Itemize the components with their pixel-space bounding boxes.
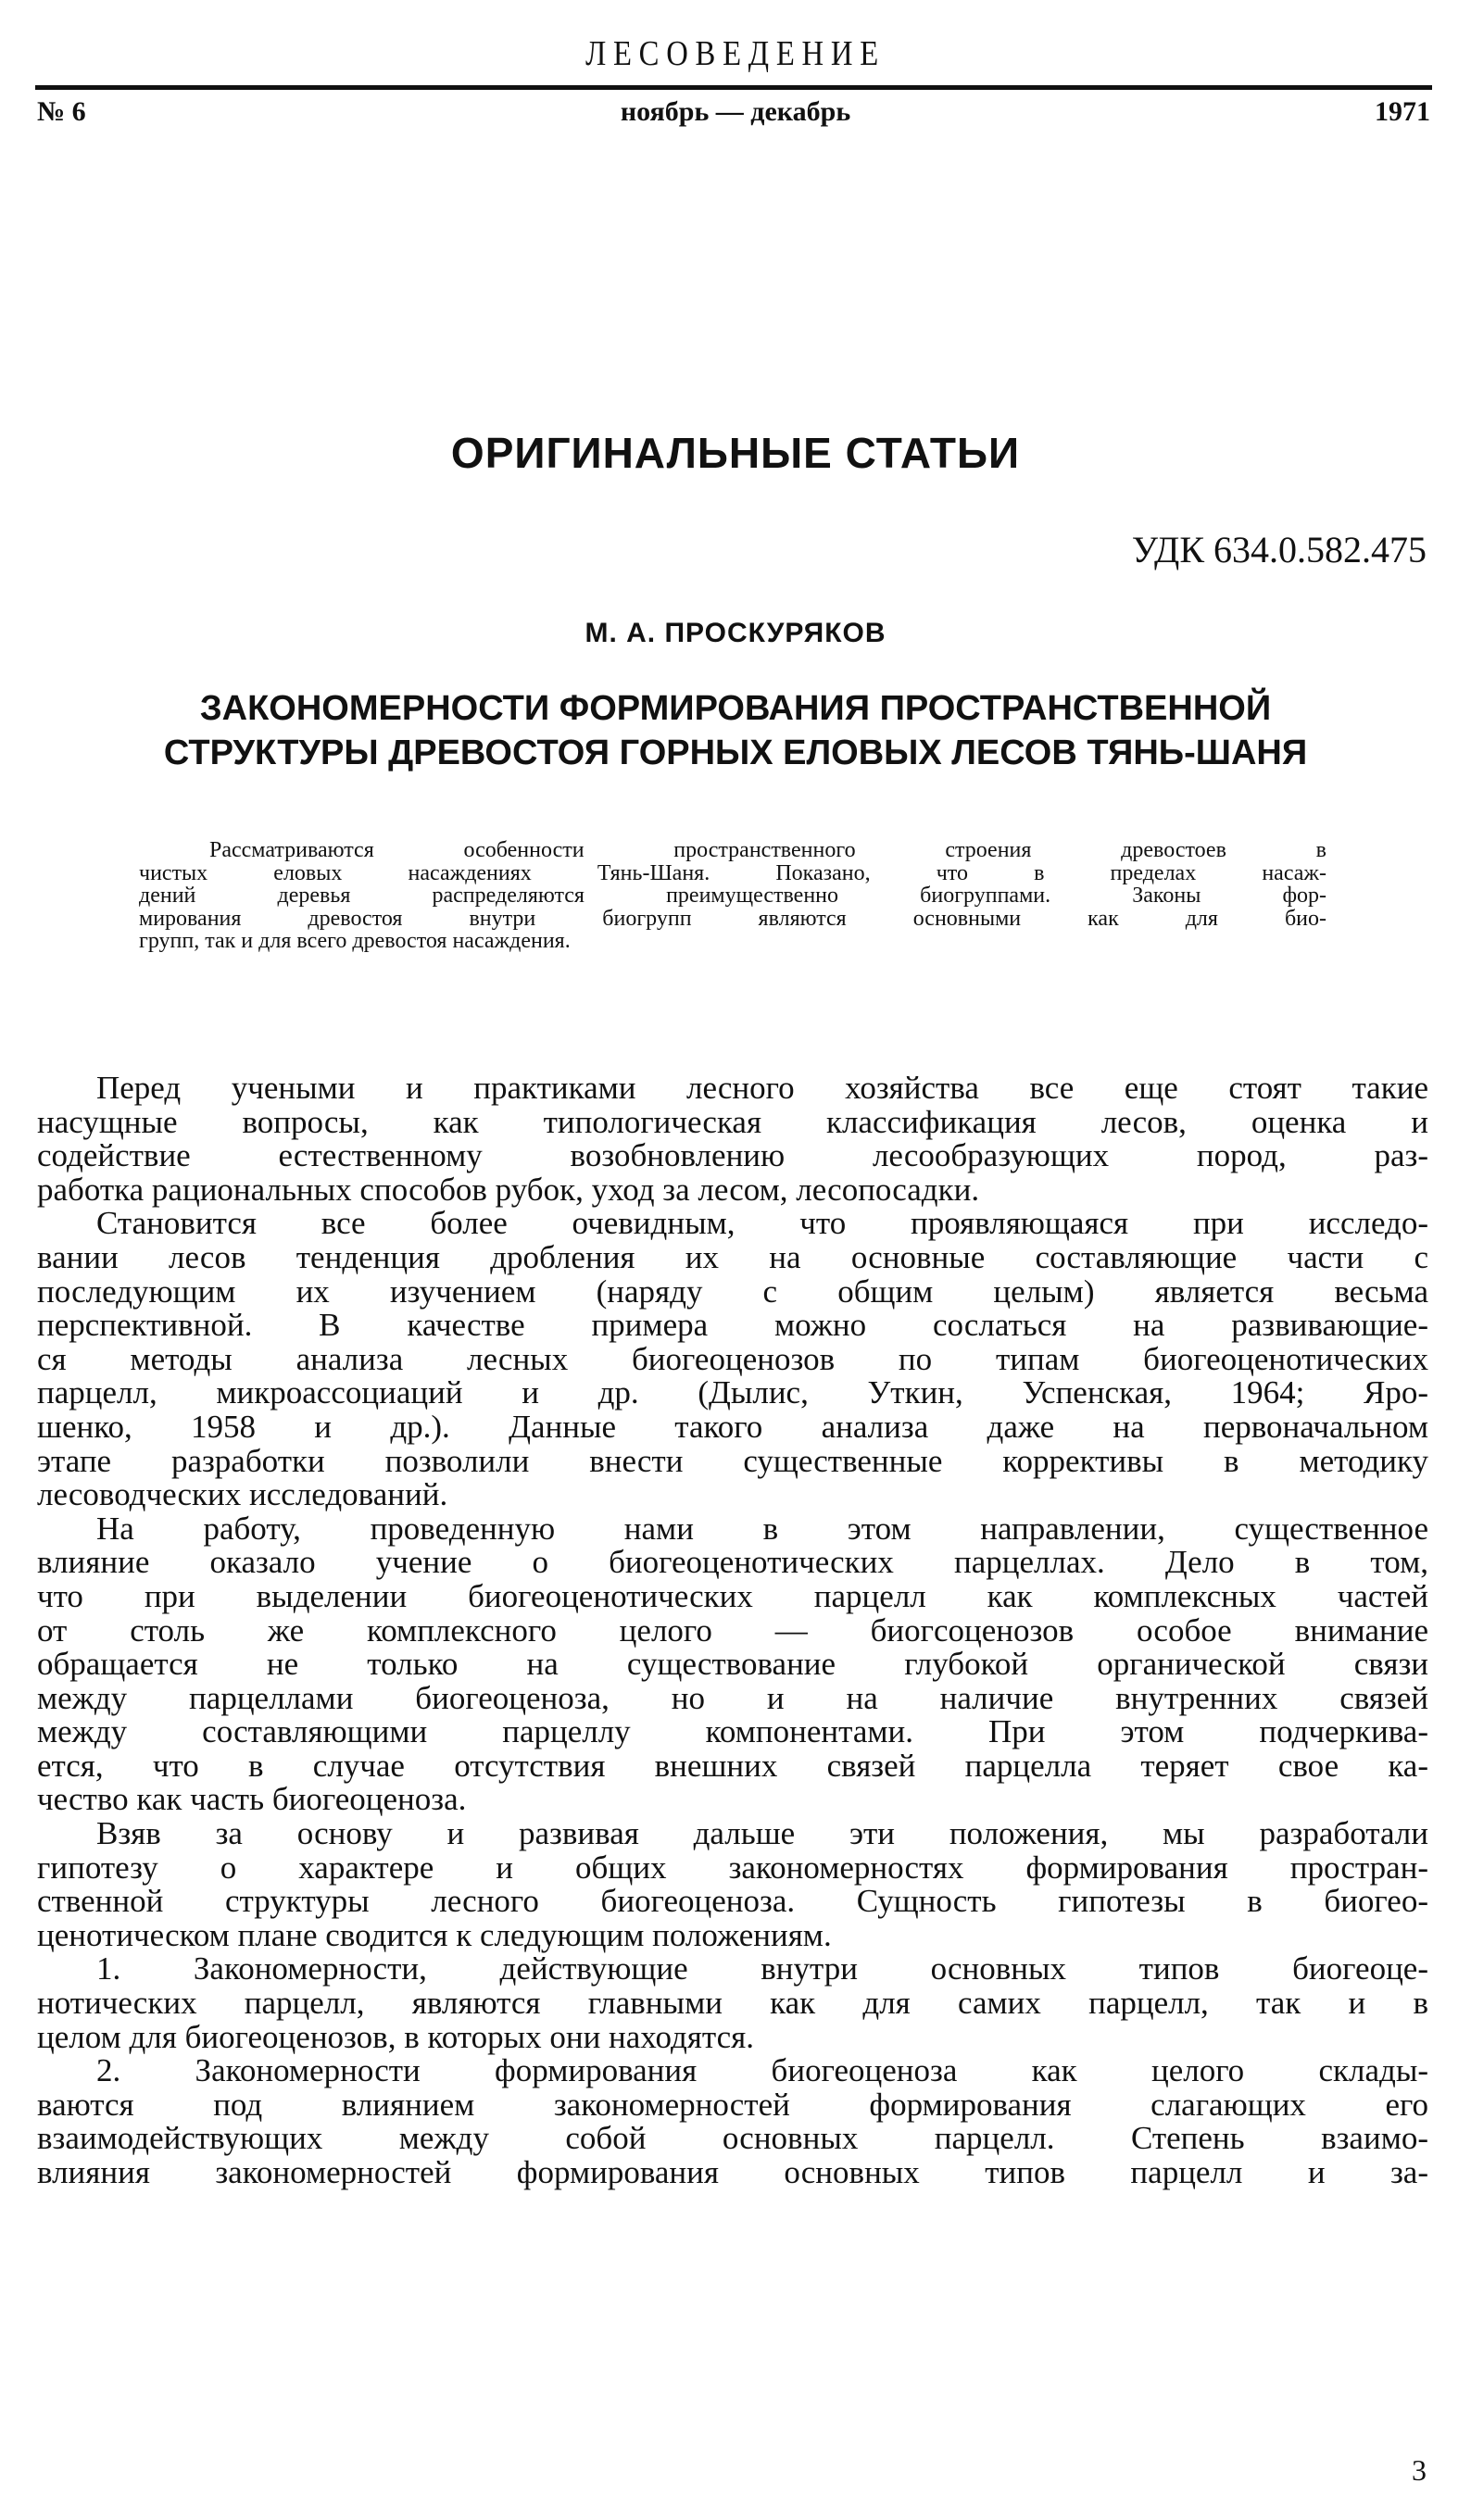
body-line: последующим их изучением (наряду с общим целым) является весьма xyxy=(37,1273,1428,1310)
article-author: М. А. ПРОСКУРЯКОВ xyxy=(585,618,886,648)
abstract-line: дений деревья распределяются преимущественно биогруппами. Законы фор- xyxy=(139,884,1326,908)
issue-number: № 6 xyxy=(37,96,86,127)
journal-title: ЛЕСОВЕДЕНИЕ xyxy=(585,34,886,73)
body-line: 2. Закономерности формирования биогеоценоза как целого склады- xyxy=(96,2052,1428,2089)
body-line: между составляющими парцеллу компонентами. При этом подчеркива- xyxy=(37,1713,1428,1750)
body-line: этапе разработки позволили внести существенные коррективы в методику xyxy=(37,1442,1428,1479)
article-body xyxy=(37,1072,1428,2190)
body-line: перспективной. В качестве примера можно сослаться на развивающие- xyxy=(37,1307,1428,1344)
body-line: ваются под влиянием закономерностей формирования слагающих его xyxy=(37,2086,1428,2123)
article-title-line: СТРУКТУРЫ ДРЕВОСТОЯ ГОРНЫХ ЕЛОВЫХ ЛЕСОВ ТЯНЬ-ШАНЯ xyxy=(163,733,1308,772)
body-line: что при выделении биогеоценотических парцелл как комплексных частей xyxy=(37,1577,1428,1614)
issue-months: ноябрь — декабрь xyxy=(620,96,851,127)
body-line: Взяв за основу и развивая дальше эти положения, мы разработали xyxy=(96,1815,1428,1852)
body-line: ся методы анализа лесных биогеоценозов по типам биогеоценотических xyxy=(37,1340,1428,1377)
abstract-line: мирования древостоя внутри биогрупп являются основными как для био- xyxy=(139,906,1326,931)
body-line: лесоводческих исследований. xyxy=(37,1476,448,1513)
body-line: На работу, проведенную нами в этом направлении, существенное xyxy=(96,1510,1428,1547)
abstract-line: чистых еловых насаждениях Тянь-Шаня. Показано, что в пределах насаж- xyxy=(139,860,1326,885)
body-line: чество как часть биогеоценоза. xyxy=(37,1781,467,1818)
body-line: парцелл, микроассоциаций и др. (Дылис, Уткин, Успенская, 1964; Яро- xyxy=(37,1374,1428,1411)
body-line: работка рациональных способов рубок, уход за лесом, лесопосадки. xyxy=(37,1171,980,1208)
body-line: Становится все более очевидным, что проявляющаяся при исследо- xyxy=(96,1205,1428,1242)
body-line: взаимодействующих между собой основных парцелл. Степень взаимо- xyxy=(37,2120,1428,2157)
body-line: влияния закономерностей формирования основных типов парцелл и за- xyxy=(37,2154,1428,2190)
udk-code: УДК 634.0.582.475 xyxy=(1131,529,1427,570)
issue-year: 1971 xyxy=(1375,96,1430,127)
body-line: шенко, 1958 и др.). Данные такого анализа даже на первоначальном xyxy=(37,1408,1428,1445)
body-line: целом для биогеоценозов, в которых они находятся. xyxy=(37,2018,754,2055)
section-heading: ОРИГИНАЛЬНЫЕ СТАТЬИ xyxy=(450,429,1021,477)
body-line: вании лесов тенденция дробления их на основные составляющие части с xyxy=(37,1238,1428,1275)
body-line: насущные вопросы, как типологическая классификация лесов, оценка и xyxy=(37,1103,1428,1140)
body-line: между парцеллами биогеоценоза, но и на наличие внутренних связей xyxy=(37,1679,1428,1716)
abstract xyxy=(139,839,1326,953)
body-line: обращается не только на существование глубокой органической связи xyxy=(37,1646,1428,1683)
body-line: 1. Закономерности, действующие внутри основных типов биогеоце- xyxy=(96,1950,1428,1987)
body-line: содействие естественному возобновлению лесообразующих пород, раз- xyxy=(37,1137,1428,1174)
body-line: ценотическом плане сводится к следующим положениям. xyxy=(37,1916,832,1953)
article-title-line: ЗАКОНОМЕРНОСТИ ФОРМИРОВАНИЯ ПРОСТРАНСТВЕННОЙ xyxy=(199,689,1272,728)
body-line: гипотезу о характере и общих закономерностях формирования простран- xyxy=(37,1849,1428,1886)
body-line: от столь же комплексного целого — биогсоценозов особое внимание xyxy=(37,1611,1428,1649)
body-line: влияние оказало учение о биогеоценотических парцеллах. Дело в том, xyxy=(37,1544,1428,1581)
page-number: 3 xyxy=(1412,2453,1427,2487)
body-line: нотических парцелл, являются главными как для самих парцелл, так и в xyxy=(37,1985,1428,2022)
abstract-line: групп, так и для всего древостоя насаждения. xyxy=(139,929,571,953)
header-rule xyxy=(35,85,1432,90)
body-line: Перед учеными и практиками лесного хозяйства все еще стоят такие xyxy=(96,1070,1428,1106)
abstract-line: Рассматриваются особенности пространственного строения древостоев в xyxy=(209,838,1326,862)
body-line: ется, что в случае отсутствия внешних связей парцелла теряет свое ка- xyxy=(37,1747,1428,1784)
body-line: ственной структуры лесного биогеоценоза. Сущность гипотезы в биогео- xyxy=(37,1883,1428,1920)
